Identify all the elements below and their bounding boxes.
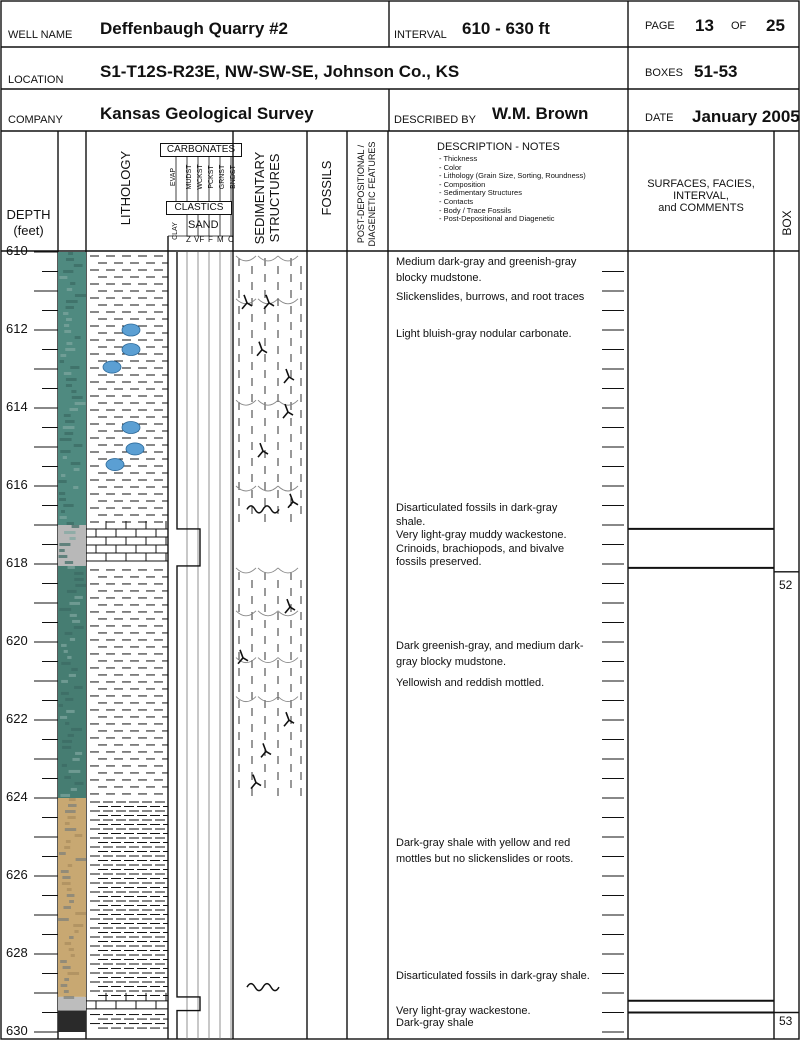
surfaces-header-line1: SURFACES, FACIES, [647, 178, 755, 190]
description-depth-ticks [602, 272, 624, 1033]
core-mottle [66, 306, 74, 309]
depth-label: 620 [6, 633, 28, 648]
core-mottle [75, 294, 87, 297]
core-mottle [71, 728, 82, 731]
core-mottle [59, 498, 66, 501]
core-mottle [64, 531, 75, 534]
sedimentary-structures-header [252, 143, 284, 253]
description-items [395, 155, 625, 224]
core-mottle [64, 324, 69, 327]
slickenside-arc [278, 658, 298, 663]
core-mottle [69, 674, 76, 677]
description-note: Yellowish and reddish mottled. [396, 677, 545, 690]
slickenside-arc [236, 611, 256, 616]
core-mottle [71, 390, 76, 393]
slickenside-arc [258, 611, 278, 616]
core-mottle [60, 960, 67, 963]
sand-size-c: C [228, 235, 234, 244]
core-mottle [67, 888, 72, 891]
root-trace [284, 369, 294, 383]
core-mottle [72, 525, 80, 528]
core-mottle [65, 810, 76, 813]
core-mottle [63, 426, 75, 429]
page-of-label: OF [731, 20, 747, 32]
lithology-pattern [86, 256, 173, 1028]
slickenside-arc [278, 611, 298, 616]
core-mottle [75, 782, 84, 785]
core-mottle [63, 270, 73, 273]
core-mottle [58, 480, 66, 483]
slickenside-arc [278, 256, 298, 261]
carbonate-nodule [106, 459, 124, 471]
sand-size-f: F [208, 235, 213, 244]
description-note: Crinoids, brachiopods, and bivalve [396, 542, 565, 555]
grain-size-curve [177, 252, 200, 1039]
company-value: Kansas Geological Survey [100, 104, 314, 123]
core-mottle [65, 942, 71, 945]
core-mottle [74, 686, 83, 689]
core-mottle [59, 852, 66, 855]
description-note: Dark-gray shale with yellow and red [396, 837, 571, 849]
description-note: Disarticulated fossils in dark-gray [396, 501, 558, 514]
description-note: Slickenslides, burrows, and root traces [396, 291, 585, 303]
description-item: - Thickness [439, 154, 478, 163]
carbonate-type-wckst: WCKST [197, 164, 204, 190]
description-note: blocky mudstone. [396, 271, 482, 284]
core-mottle [62, 764, 67, 767]
core-mottle [71, 788, 77, 791]
description-note: Light bluish-gray nodular carbonate. [396, 328, 572, 341]
core-mottle [74, 444, 83, 447]
root-trace [251, 775, 261, 789]
core-mottle [68, 804, 77, 807]
core-mottle [67, 288, 72, 291]
core-mottle [70, 537, 76, 540]
location-value: S1-T12S-R23E, NW-SW-SE, Johnson Co., KS [100, 62, 460, 81]
core-mottle [74, 596, 82, 599]
depth-label: 628 [6, 945, 28, 960]
core-mottle [61, 870, 69, 873]
core-mottle [64, 432, 73, 435]
core-mottle [74, 264, 83, 267]
slickenside-arc [236, 658, 256, 663]
core-mottle [66, 384, 72, 387]
slickenside-arc [258, 697, 278, 702]
core-mottle [59, 549, 64, 552]
core-mottle [64, 776, 71, 779]
description-item: - Color [439, 162, 462, 172]
core-mottle [64, 650, 68, 653]
description-item: - Sedimentary Structures [439, 188, 522, 198]
core-mottle [70, 638, 75, 641]
boxes-label: BOXES [645, 67, 683, 79]
core-mottle [69, 770, 81, 773]
root-trace [242, 295, 252, 309]
core-mottle [59, 492, 65, 495]
core-mottle [63, 906, 70, 909]
core-mottle [64, 372, 72, 375]
core-mottle [73, 924, 83, 927]
core-mottle [70, 408, 78, 411]
grain-size-profile [177, 252, 200, 1039]
clastics-header: CLASTICS [166, 201, 232, 215]
description-item: - Body / Trace Fossils [439, 205, 512, 215]
core-mottle [65, 348, 75, 351]
core-mottle [69, 936, 74, 939]
core-mottle [75, 584, 86, 587]
depth-label: 610 [6, 243, 28, 258]
sedimentary-header-line1: SEDIMENTARY [252, 151, 267, 245]
description-note: Very light-gray muddy wackestone. [396, 528, 567, 541]
core-mottle [66, 710, 74, 713]
core-mottle [67, 816, 75, 819]
description-notes-header [395, 141, 625, 224]
description-note: mottles but no slickenslides or roots. [396, 852, 574, 865]
location-label: LOCATION [8, 74, 64, 86]
core-unit [58, 798, 86, 997]
core-mottle [66, 840, 71, 843]
surfaces-header-line3: and COMMENTS [658, 202, 744, 214]
slickenside-arc [236, 299, 256, 304]
core-mottle [65, 828, 76, 831]
slickenside-arc [236, 256, 256, 261]
core-mottle [60, 360, 64, 363]
core-mottle [66, 378, 77, 381]
page-total: 25 [766, 16, 785, 35]
core-mottle [74, 468, 80, 471]
core-unit [58, 566, 86, 798]
core-mottle [63, 966, 71, 969]
carbonate-nodule [122, 422, 140, 434]
description-note: shale. [396, 516, 426, 529]
core-mottle [71, 668, 77, 671]
root-trace [261, 743, 271, 757]
carbonates-header: CARBONATES [160, 143, 242, 157]
core-mottle [70, 282, 75, 285]
core-mottle [69, 602, 80, 605]
slickenside-arc [278, 568, 298, 573]
core-mottle [72, 620, 80, 623]
sand-size-z: Z [186, 235, 191, 244]
core-mottle [69, 798, 76, 801]
core-mottle [64, 990, 69, 993]
slickenside-arc [236, 400, 256, 405]
core-mottle [63, 456, 67, 459]
core-mottle [61, 680, 68, 683]
core-mottle [76, 858, 87, 861]
root-trace [257, 342, 267, 356]
carbonate-type-mudst: MUDST [186, 164, 193, 190]
interval-value: 610 - 630 ft [462, 19, 550, 38]
depth-label: 624 [6, 789, 28, 804]
depth-label: 616 [6, 477, 28, 492]
core-mottle [68, 972, 80, 975]
depth-label: 630 [6, 1023, 28, 1038]
date-value: January 2005 [692, 107, 800, 126]
description-note: Medium dark-gray and greenish-gray [396, 255, 577, 268]
core-mottle [69, 948, 74, 951]
core-mottle [67, 894, 75, 897]
root-trace [285, 599, 295, 613]
core-mottle [65, 420, 74, 423]
core-mottle [64, 846, 70, 849]
box-label: 52 [779, 577, 793, 592]
surfaces-header-line2: INTERVAL, [673, 190, 729, 202]
carbonate-nodule [122, 344, 140, 356]
sedimentary-structures [236, 256, 301, 991]
core-mottle [58, 704, 62, 707]
slickenside-arc [258, 568, 278, 573]
core-mottle [60, 450, 70, 453]
core-mottle [61, 984, 68, 987]
core-mottle [66, 300, 78, 303]
description-item: - Composition [439, 179, 486, 189]
depth-header-line1: DEPTH [6, 207, 51, 222]
core-mottle [65, 561, 73, 564]
carbonate-nodule [122, 324, 140, 336]
well-name-value: Deffenbaugh Quarry #2 [100, 19, 288, 38]
core-mottle [61, 474, 65, 477]
slickenside-arc [278, 400, 298, 405]
sand-size-m: M [217, 235, 224, 244]
core-mottle [59, 276, 67, 279]
page-number: 13 [695, 16, 714, 35]
post-depositional-header [356, 135, 380, 253]
core-mottle [59, 608, 71, 611]
carbonate-type-evap: EVAP [170, 167, 177, 187]
core-mottle [62, 882, 71, 885]
root-trace [258, 443, 268, 457]
core-mottle [75, 402, 86, 405]
core-mottle [72, 396, 83, 399]
core-mottle [60, 716, 67, 719]
slickenside-arc [278, 697, 298, 702]
core-mottle [61, 510, 65, 513]
carbonate-type-bndst: BNDST [230, 165, 237, 189]
description-note: fossils preserved. [396, 556, 482, 569]
post-dep-header-line2: DIAGENETIC FEATURES [367, 141, 377, 247]
core-mottle [58, 918, 69, 921]
depth-label: 626 [6, 867, 28, 882]
description-note: Very light-gray wackestone. [396, 1004, 531, 1017]
described-by-label: DESCRIBED BY [394, 114, 476, 126]
depth-label: 614 [6, 399, 28, 414]
core-mottle [71, 462, 81, 465]
description-item: - Lithology (Grain Size, Sorting, Roundness) [439, 171, 586, 181]
slickenside-arc [236, 568, 256, 573]
description-item: - Contacts [439, 196, 474, 206]
slickenside-arc [236, 486, 256, 491]
described-by-value: W.M. Brown [492, 104, 589, 123]
post-dep-header-line1: POST-DEPOSITIONAL / [356, 144, 366, 244]
core-mottle [69, 900, 74, 903]
carbonate-nodule [103, 361, 121, 373]
core-mottle [61, 692, 69, 695]
interval-label: INTERVAL [394, 29, 447, 41]
core-mottle [70, 614, 77, 617]
core-mottle [60, 438, 72, 441]
slickenside-arc [258, 256, 278, 261]
core-photo-strip [58, 252, 87, 1032]
core-mottle [62, 876, 70, 879]
core-mottle [68, 252, 73, 255]
core-mottle [67, 656, 71, 659]
core-mottle [66, 342, 72, 345]
carbonate-nodule [126, 443, 144, 455]
root-trace [284, 712, 294, 726]
box-label: 53 [779, 1014, 793, 1029]
root-trace [283, 404, 293, 418]
core-mottle [61, 644, 67, 647]
company-label: COMPANY [8, 114, 63, 126]
core-unit [58, 997, 86, 1011]
core-mottle [64, 978, 69, 981]
core-mottle [59, 543, 70, 546]
core-mottle [75, 912, 86, 915]
core-mottle [74, 578, 83, 581]
grain-size-grid [187, 252, 231, 1039]
clastic-clay-label: CLAY [172, 222, 179, 240]
slickenside-arc [278, 486, 298, 491]
fossil-fragments [247, 506, 279, 513]
core-mottle [68, 864, 72, 867]
core-mottle [62, 746, 71, 749]
core-unit [58, 252, 86, 525]
core-mottle [65, 632, 73, 635]
depth-label: 618 [6, 555, 28, 570]
core-mottle [70, 366, 79, 369]
page-label: PAGE [645, 20, 675, 32]
depth-column-header [0, 207, 57, 239]
core-mottle [74, 572, 83, 575]
core-mottle [74, 930, 78, 933]
core-mottle [62, 740, 72, 743]
core-mottle [68, 566, 75, 569]
depth-scale-ticks [34, 252, 58, 1032]
core-mottle [68, 734, 74, 737]
boxes-value: 51-53 [694, 62, 738, 81]
root-trace [288, 494, 298, 508]
core-mottle [64, 996, 75, 999]
surfaces-comments-header [628, 178, 774, 214]
date-label: DATE [645, 112, 674, 124]
core-unit [58, 1011, 86, 1032]
core-mottle [60, 354, 66, 357]
description-note: gray blocky mudstone. [396, 655, 507, 668]
core-mottle [65, 822, 70, 825]
core-mottle [72, 758, 79, 761]
core-mottle [66, 318, 72, 321]
box-column-header: BOX [780, 210, 794, 236]
core-mottle [74, 626, 84, 629]
core-mottle [60, 516, 67, 519]
core-mottle [66, 258, 74, 261]
root-trace [264, 295, 274, 309]
fossil-fragments [247, 984, 279, 991]
slickenside-arc [258, 658, 278, 663]
lithology-column-header: LITHOLOGY [118, 150, 133, 226]
core-mottle [67, 522, 74, 525]
core-mottle [64, 330, 71, 333]
description-note: Disarticulated fossils in dark-gray shale. [396, 969, 590, 982]
root-trace [238, 650, 248, 664]
core-mottle [71, 954, 75, 957]
core-mottle [65, 722, 69, 725]
slickenside-arc [258, 400, 278, 405]
core-mottle [73, 486, 78, 489]
description-note: Dark greenish-gray, and medium dark- [396, 640, 584, 653]
surface-lines [628, 529, 799, 1013]
well-name-label: WELL NAME [8, 29, 73, 41]
clastic-sand-label: SAND [188, 219, 219, 231]
description-item: - Post-Depositional and Diagenetic [439, 214, 555, 224]
core-mottle [63, 312, 68, 315]
slickenside-arc [236, 697, 256, 702]
depth-label: 622 [6, 711, 28, 726]
depth-header-line2: (feet) [13, 223, 44, 238]
core-mottle [67, 590, 77, 593]
carbonate-type-grnst: GRNST [219, 164, 226, 190]
core-mottle [60, 794, 70, 797]
description-note: Dark-gray shale [396, 1017, 474, 1030]
slickenside-arc [258, 486, 278, 491]
core-mottle [75, 834, 83, 837]
core-mottle [59, 555, 68, 558]
core-mottle [75, 336, 81, 339]
core-unit [58, 525, 86, 566]
description-title: DESCRIPTION - NOTES [437, 141, 560, 153]
core-mottle [65, 698, 73, 701]
slickenside-arc [258, 299, 278, 304]
core-mottle [63, 504, 73, 507]
carbonate-type-pckst: PCKST [208, 165, 215, 189]
sedimentary-header-line2: STRUCTURES [267, 153, 282, 243]
fossils-column-header: FOSSILS [319, 160, 334, 216]
core-mottle [64, 414, 71, 417]
core-mottle [61, 662, 70, 665]
core-mottle [75, 752, 82, 755]
sand-size-vf: VF [194, 235, 205, 244]
slickenside-arc [278, 299, 298, 304]
depth-label: 612 [6, 321, 28, 336]
